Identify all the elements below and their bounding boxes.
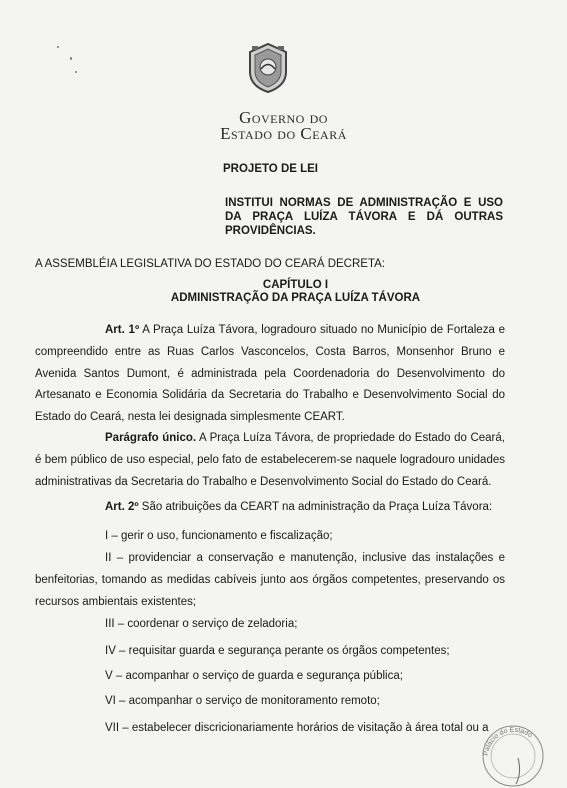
article-2-label: Art. 2º bbox=[105, 501, 139, 513]
list-item: III – coordenar o serviço de zeladoria; bbox=[105, 618, 298, 630]
enacting-clause: A ASSEMBLÉIA LEGISLATIVA DO ESTADO DO CEARÁ DECRETA: bbox=[35, 258, 386, 270]
list-item: VII – estabelecer discricionariamente horários de visitação à área total ou a bbox=[105, 722, 489, 734]
list-item: VI – acompanhar o serviço de monitoramento remoto; bbox=[105, 695, 380, 707]
scan-speck bbox=[70, 57, 72, 60]
document-title: PROJETO DE LEI bbox=[223, 163, 319, 175]
svg-text:Palácio do Estado bbox=[483, 727, 533, 757]
state-coat-of-arms-icon bbox=[246, 42, 290, 94]
official-stamp bbox=[478, 718, 548, 788]
article-2 bbox=[35, 497, 505, 519]
article-1 bbox=[35, 320, 505, 429]
sole-paragraph-label: Parágrafo único. bbox=[105, 432, 197, 444]
list-item: I – gerir o uso, funcionamento e fiscalização; bbox=[105, 530, 333, 542]
sole-paragraph-text: A Praça Luíza Távora, de propriedade do Estado do Ceará, é bem público de uso especial, pelo fato de estabelecerem-se naquele logradouro unidades administrativas da Secretaria do Trabalho e Desenvolvimento Social do Estado do Ceará. bbox=[35, 432, 505, 488]
sole-paragraph bbox=[35, 428, 505, 493]
list-item: V – acompanhar o serviço de guarda e segurança pública; bbox=[105, 670, 403, 682]
list-item: IV – requisitar guarda e segurança perante os órgãos competentes; bbox=[105, 645, 450, 657]
article-1-label: Art. 1º bbox=[105, 324, 140, 336]
chapter-number: CAPÍTULO I bbox=[262, 279, 329, 291]
article-1-text: A Praça Luíza Távora, logradouro situado no Município de Fortaleza e compreendido entre as Ruas Carlos Vasconcelos, Costa Barros, Monsenhor Bruno e Avenida Santos Dumont, é administrada pela Coordenadoria do Desenvolvimento do Artesanato e Economia Solidária da Secretaria do Trabalho e Desenvolvimento Social do Estado do Ceará, nesta lei designada simplesmente CEART. bbox=[35, 324, 505, 424]
article-2-text: São atribuições da CEART na administração da Praça Luíza Távora: bbox=[138, 501, 493, 513]
chapter-name: ADMINISTRAÇÃO DA PRAÇA LUÍZA TÁVORA bbox=[170, 292, 421, 304]
scan-speck bbox=[75, 71, 77, 73]
scan-speck bbox=[57, 46, 59, 48]
stamp-text: Palácio do Estado bbox=[482, 726, 534, 757]
government-title-line1: Governo do bbox=[239, 108, 328, 127]
list-item: II – providenciar a conservação e manutenção, inclusive das instalações e benfeitorias, tomando as medidas cabíveis junto aos órgãos competentes, preservando os recursos ambientais existentes; bbox=[35, 552, 505, 608]
bill-summary: INSTITUI NORMAS DE ADMINISTRAÇÃO E USO DA PRAÇA LUÍZA TÁVORA E DÁ OUTRAS PROVIDÊNCIAS. bbox=[225, 197, 503, 237]
government-title-line2: Estado do Ceará bbox=[220, 124, 347, 143]
